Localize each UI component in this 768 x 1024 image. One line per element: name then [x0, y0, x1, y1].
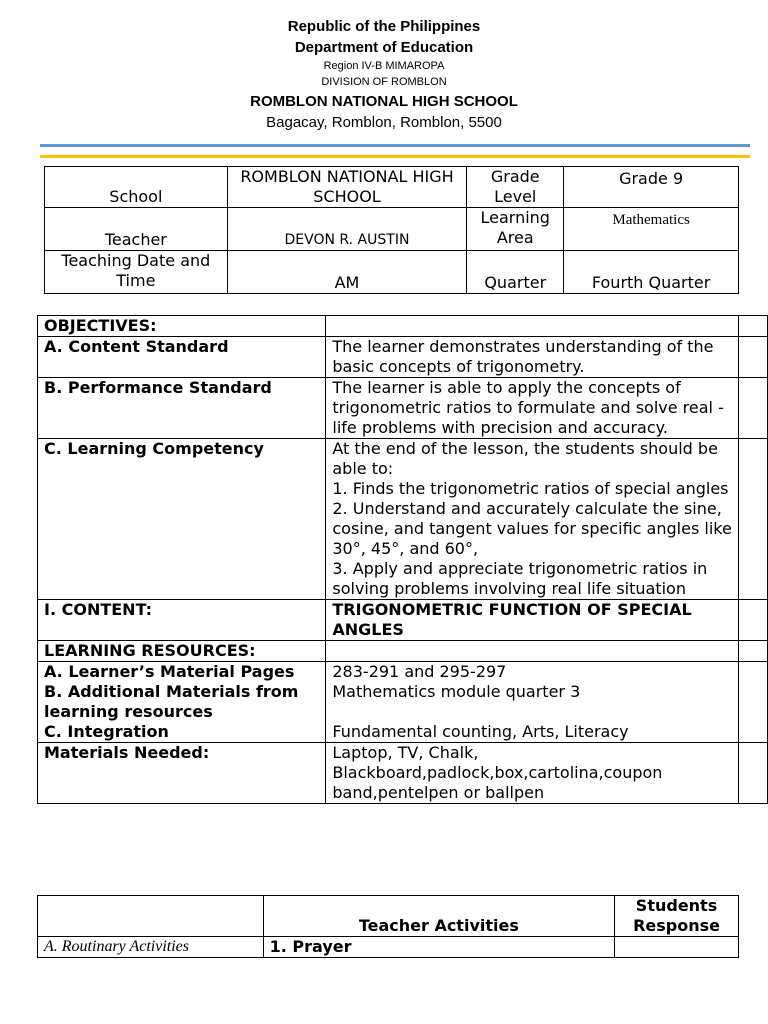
resources-values	[326, 662, 739, 743]
additional-materials-label: B. Additional Materials from learning resources	[44, 682, 299, 721]
address-heading: Bagacay, Romblon, Romblon, 5500	[266, 114, 502, 131]
learning-resources-value	[326, 641, 739, 662]
quarter-value: Fourth Quarter	[564, 251, 739, 294]
objectives-table	[37, 315, 768, 804]
yellow-divider	[40, 155, 750, 158]
deped-heading: Department of Education	[294, 39, 474, 56]
performance-standard-extra-cell	[739, 378, 768, 439]
teaching-date-value: AM	[227, 251, 467, 294]
learning-resources-title: LEARNING RESOURCES:	[38, 641, 326, 662]
activities-table	[37, 895, 739, 958]
content-extra-cell	[739, 600, 768, 641]
republic-heading: Republic of the Philippines	[287, 18, 481, 35]
content-standard-label: A. Content Standard	[38, 337, 326, 378]
division-heading: DIVISION OF ROMBLON	[321, 76, 447, 88]
competency-item-2: 2. Understand and accurately calculate the sine, cosine, and tangent values for specific angles like 30°, 45°, and 60°,	[332, 499, 732, 558]
routinary-activities-label: A. Routinary Activities	[38, 937, 264, 958]
learning-area-label: Learning Area	[467, 208, 564, 251]
school-heading: ROMBLON NATIONAL HIGH SCHOOL	[250, 93, 518, 110]
prayer-item: 1. Prayer	[263, 937, 614, 958]
materials-needed-value: Laptop, TV, Chalk, Blackboard,padlock,box,cartolina,coupon band,pentelpen or ballpen	[326, 743, 739, 804]
prayer-response	[615, 937, 739, 958]
learning-competency-value	[326, 439, 739, 600]
learners-material-value: 283-291 and 295-297	[332, 662, 507, 681]
learners-material-label: A. Learner’s Material Pages	[44, 662, 295, 681]
competency-intro: At the end of the lesson, the students should be able to:	[332, 439, 718, 478]
performance-standard-value: The learner is able to apply the concepts of trigonometric ratios to formulate and solve real -life problems with precision and accuracy.	[326, 378, 739, 439]
info-table	[44, 166, 739, 294]
additional-materials-value: Mathematics module quarter 3	[332, 682, 581, 701]
performance-standard-label: B. Performance Standard	[38, 378, 326, 439]
materials-needed-label: Materials Needed:	[38, 743, 326, 804]
teacher-label: Teacher	[45, 208, 228, 251]
content-topic: TRIGONOMETRIC FUNCTION OF SPECIAL ANGLES	[326, 600, 739, 641]
competency-item-1: 1. Finds the trigonometric ratios of special angles	[332, 479, 729, 498]
integration-label: C. Integration	[44, 722, 169, 741]
students-response-header: Students Response	[615, 896, 739, 937]
teaching-date-label: Teaching Date and Time	[45, 251, 228, 294]
content-title: I. CONTENT:	[38, 600, 326, 641]
integration-value: Fundamental counting, Arts, Literacy	[332, 722, 629, 741]
quarter-label: Quarter	[467, 251, 564, 294]
activities-blank-header	[38, 896, 264, 937]
teacher-activities-header: Teacher Activities	[263, 896, 614, 937]
objectives-title-value	[326, 316, 739, 337]
resources-extra-cell	[739, 662, 768, 743]
school-value: ROMBLON NATIONAL HIGH SCHOOL	[227, 167, 467, 208]
region-heading: Region IV-B MIMAROPA	[323, 60, 445, 72]
learning-resources-extra-cell	[739, 641, 768, 662]
content-standard-value: The learner demonstrates understanding of the basic concepts of trigonometry.	[326, 337, 739, 378]
content-standard-extra-cell	[739, 337, 768, 378]
grade-level-value: Grade 9	[564, 167, 739, 208]
learning-competency-extra-cell	[739, 439, 768, 600]
blue-divider	[40, 144, 750, 147]
objectives-title: OBJECTIVES:	[38, 316, 326, 337]
teacher-value: DEVON R. AUSTIN	[227, 208, 467, 251]
grade-level-label: Grade Level	[467, 167, 564, 208]
school-label: School	[45, 167, 228, 208]
materials-needed-extra-cell	[739, 743, 768, 804]
objectives-extra-cell	[739, 316, 768, 337]
competency-item-3: 3. Apply and appreciate trigonometric ratios in solving problems involving real life situation	[332, 559, 708, 598]
learning-area-value: Mathematics	[564, 208, 739, 251]
resources-labels	[38, 662, 326, 743]
learning-competency-label: C. Learning Competency	[38, 439, 326, 600]
